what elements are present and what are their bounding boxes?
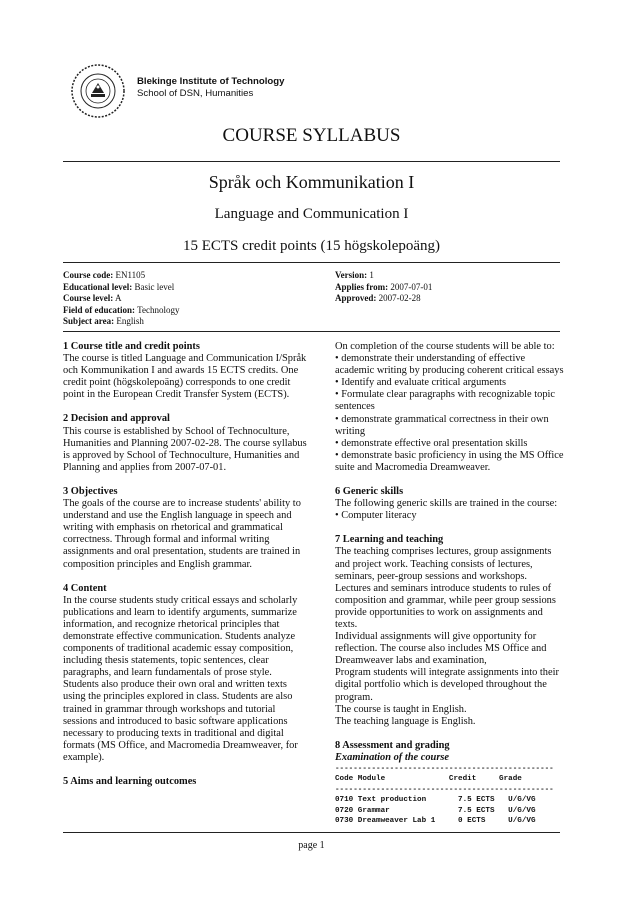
table-row: 0720 Grammar 7.5 ECTS U/G/VG bbox=[335, 806, 536, 815]
meta-row bbox=[63, 316, 308, 328]
bullet-item: • demonstrate basic proficiency in using the MS Office suite and Macromedia Dreamweaver. bbox=[335, 450, 565, 474]
school-name: School of DSN, Humanities bbox=[137, 88, 254, 99]
meta-row bbox=[335, 282, 560, 294]
meta-value: Basic level bbox=[134, 281, 175, 292]
section-heading: 5 Aims and learning outcomes bbox=[63, 776, 197, 787]
learning-body: The teaching comprises lectures, group assignments and project work. Teaching consists of lectures, seminars, peer-group sessions and workshops. Lectures and seminars introduce students to rules of composition and grammar, while peer group sessions provide opportunities to work on assignments and texts. Individual assignments will give opportunity for reflection. The course also includes MS Office and Dreamweaver labs and examination, Program students will integrate assignments into their digital portfolio which is developed throughout the program. The course is taught in English. The teaching language is English. bbox=[335, 546, 559, 727]
syllabus-section bbox=[63, 413, 308, 473]
bullet-item: • demonstrate their understanding of effective academic writing by producing coherent critical essays bbox=[335, 353, 565, 377]
title-rule bbox=[63, 161, 560, 162]
meta-label: Educational level: bbox=[63, 281, 133, 292]
meta-value: 2007-07-01 bbox=[390, 281, 433, 292]
meta-row bbox=[335, 293, 560, 305]
generic-skills-intro: The following generic skills are trained in the course: bbox=[335, 498, 558, 510]
meta-value: 2007-02-28 bbox=[378, 293, 421, 303]
table-row: 0710 Text production 7.5 ECTS U/G/VG bbox=[335, 796, 536, 805]
section-heading: 8 Assessment and grading bbox=[335, 739, 450, 751]
meta-label: Course code: bbox=[63, 270, 114, 280]
meta-row bbox=[63, 293, 308, 305]
institution-name: Blekinge Institute of Technology bbox=[137, 76, 285, 87]
credits-rule bbox=[63, 262, 560, 263]
page-number: page 1 bbox=[298, 840, 325, 851]
bullet-item: • Computer literacy bbox=[335, 510, 565, 522]
bullet-item: • Identify and evaluate critical arguments bbox=[335, 377, 565, 389]
meta-label: Version: bbox=[335, 270, 368, 280]
bullet-item: • demonstrate effective oral presentation skills bbox=[335, 438, 565, 450]
bullet-item: • Formulate clear paragraphs with recognizable topic sentences bbox=[335, 389, 565, 413]
meta-right bbox=[335, 270, 560, 305]
section-body: In the course students study critical essays and scholarly publications and learn to identify arguments, summarize information, and recognize rhetorical principles that demonstrate effective communication. Students analyze components of traditional academic essay composition, including thesis statements, topic sentences, clear paragraphs, and learn fundamentals of prose style. Students also produce their own oral and written texts using the principles explored in class. Students are also trained in grammar through workshops and tutorial sessions and introduced to basic software applications necessary to producing texts in traditional and digital formats (MS Office, and Macromedia Dreamweaver, for example). bbox=[63, 594, 298, 763]
syllabus-section bbox=[63, 486, 308, 571]
section-heading: 2 Decision and approval bbox=[63, 413, 170, 425]
meta-row bbox=[335, 270, 560, 282]
meta-rule bbox=[63, 331, 560, 332]
section-heading: 6 Generic skills bbox=[335, 486, 404, 498]
meta-left bbox=[63, 270, 308, 328]
dash-line: ------------------------------------------------ bbox=[335, 765, 554, 773]
course-name-swedish: Språk och Kommunikation I bbox=[208, 172, 415, 192]
credits-line: 15 ECTS credit points (15 högskolepoäng) bbox=[182, 238, 441, 254]
meta-value: Technology bbox=[137, 304, 180, 315]
footer-rule bbox=[63, 832, 560, 833]
section-heading: 3 Objectives bbox=[63, 485, 118, 497]
dash-line: ------------------------------------------------ bbox=[335, 785, 554, 794]
table-row: 0730 Dreamweaver Lab 1 0 ECTS U/G/VG bbox=[335, 817, 536, 826]
meta-label: Field of education: bbox=[63, 304, 135, 315]
section-body: This course is established by School of Technoculture, Humanities and Planning 2007-02-28. The course syllabus is approved by School of Technoculture, Humanities and Planning and applies from 2007-07-01. bbox=[63, 425, 307, 473]
page-title: COURSE SYLLABUS bbox=[222, 125, 401, 146]
section-body: The goals of the course are to increase students' ability to understand and use the English language in speech and writing with emphasis on rhetorical and grammatical correctness. Through formal and informal writing assignments and oral presentation, students are trained in composition principles and English grammar. bbox=[63, 498, 301, 570]
meta-value: 1 bbox=[369, 270, 374, 280]
meta-row bbox=[63, 270, 308, 282]
institution-seal-logo bbox=[70, 63, 126, 119]
meta-label: Applies from: bbox=[335, 281, 389, 292]
outcomes-intro: On completion of the course students will be able to: bbox=[335, 341, 555, 352]
table-header: Code Module Credit Grade bbox=[335, 775, 522, 784]
course-name-english: Language and Communication I bbox=[214, 206, 409, 222]
bullet-item: • demonstrate grammatical correctness in their own writing bbox=[335, 414, 565, 438]
syllabus-section bbox=[63, 341, 308, 401]
meta-row bbox=[63, 282, 308, 294]
assessment-subheading: Examination of the course bbox=[335, 751, 450, 763]
meta-label: Course level: bbox=[63, 293, 114, 303]
section-body: The course is titled Language and Communication I/Språk och Kommunikation I and awards 15 ECTS credits. One credit point (högskolepoäng) corresponds to one credit point in the European Credit Transfer System (ECTS). bbox=[63, 353, 307, 401]
syllabus-section bbox=[63, 776, 308, 788]
meta-value: EN1105 bbox=[115, 270, 146, 280]
meta-label: Approved: bbox=[335, 293, 377, 303]
section-heading: 7 Learning and teaching bbox=[335, 534, 444, 546]
section-heading: 4 Content bbox=[63, 582, 107, 594]
left-column bbox=[63, 341, 308, 800]
right-column bbox=[335, 341, 565, 826]
meta-value: English bbox=[116, 316, 144, 326]
section-heading: 1 Course title and credit points bbox=[63, 341, 200, 352]
meta-value: A bbox=[115, 293, 122, 303]
syllabus-section bbox=[63, 583, 308, 764]
meta-label: Subject area: bbox=[63, 316, 115, 326]
meta-row bbox=[63, 305, 308, 317]
